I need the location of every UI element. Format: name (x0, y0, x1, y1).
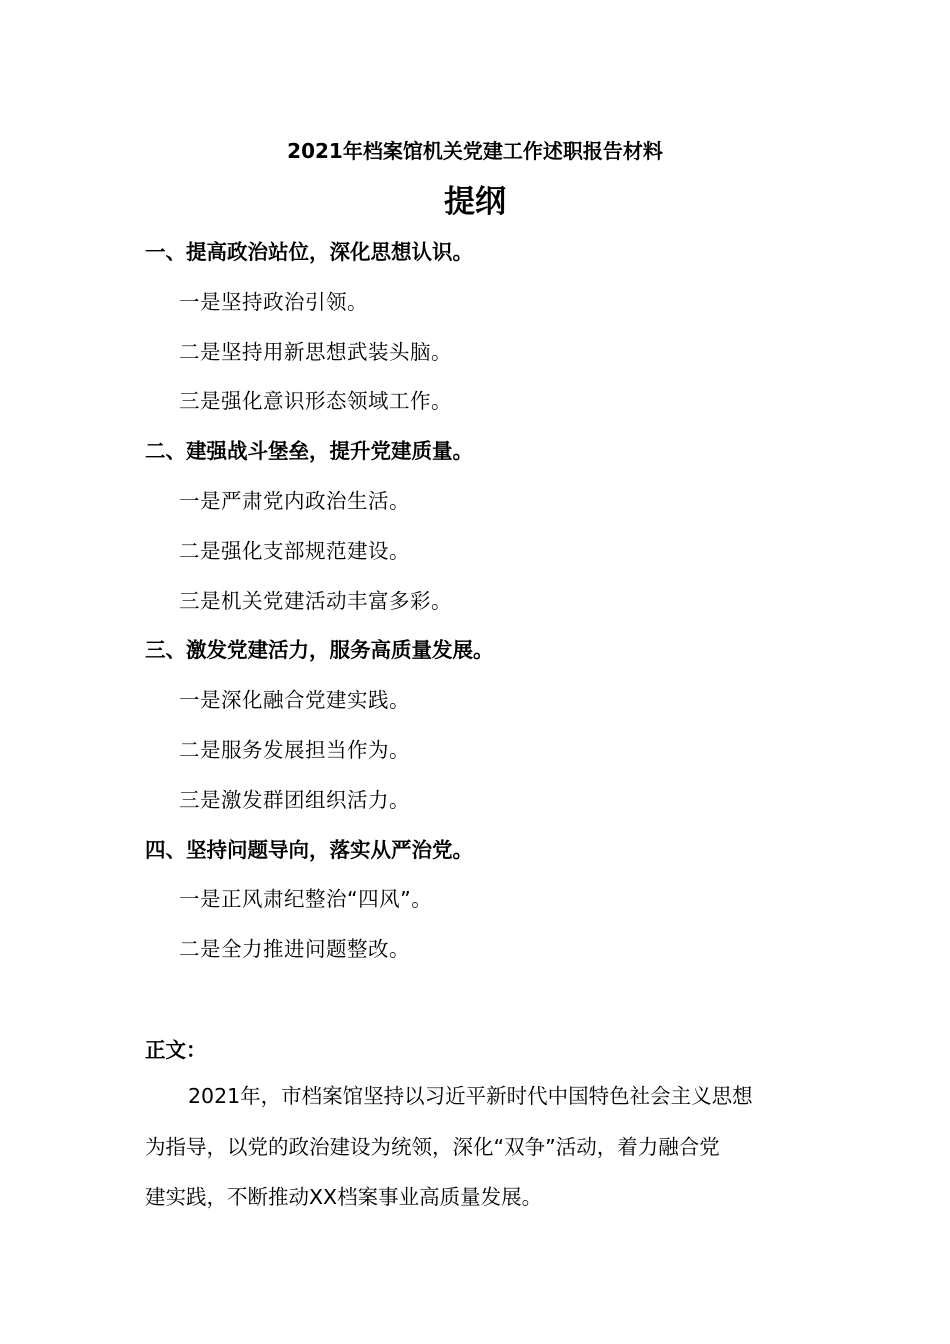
outline-item: 一是严肃党内政治生活。 (179, 488, 410, 513)
outline-item: 一是正风肃纪整治“四风”。 (179, 887, 433, 912)
outline-item: 三是强化意识形态领域工作。 (179, 389, 452, 414)
outline-title: 提纲 (444, 184, 506, 220)
document-title: 2021年档案馆机关党建工作述职报告材料 (287, 139, 663, 163)
outline-item: 一是深化融合党建实践。 (179, 688, 410, 713)
body-line: 为指导，以党的政治建设为统领，深化“双争”活动，着力融合党 (145, 1134, 720, 1159)
section-heading: 四、坚持问题导向，落实从严治党。 (145, 837, 473, 862)
body-line: 2021年，市档案馆坚持以习近平新时代中国特色社会主义思想 (188, 1084, 753, 1108)
section-heading: 二、建强战斗堡垒，提升党建质量。 (145, 439, 473, 464)
outline-item: 一是坚持政治引领。 (179, 289, 368, 314)
section-heading: 三、激发党建活力，服务高质量发展。 (145, 638, 494, 663)
body-line: 建实践，不断推动XX档案事业高质量发展。 (145, 1185, 543, 1209)
outline-item: 二是强化支部规范建设。 (179, 538, 410, 563)
outline-item: 三是激发群团组织活力。 (179, 787, 410, 812)
outline-item: 二是坚持用新思想武装头脑。 (179, 339, 452, 364)
outline-item: 三是机关党建活动丰富多彩。 (179, 588, 452, 613)
outline (145, 232, 825, 979)
outline-item: 二是全力推进问题整改。 (179, 937, 410, 962)
section-heading: 一、提高政治站位，深化思想认识。 (145, 240, 473, 264)
outline-item: 二是服务发展担当作为。 (179, 737, 410, 762)
body-label: 正文： (145, 1038, 207, 1062)
body-paragraph (145, 1076, 807, 1228)
